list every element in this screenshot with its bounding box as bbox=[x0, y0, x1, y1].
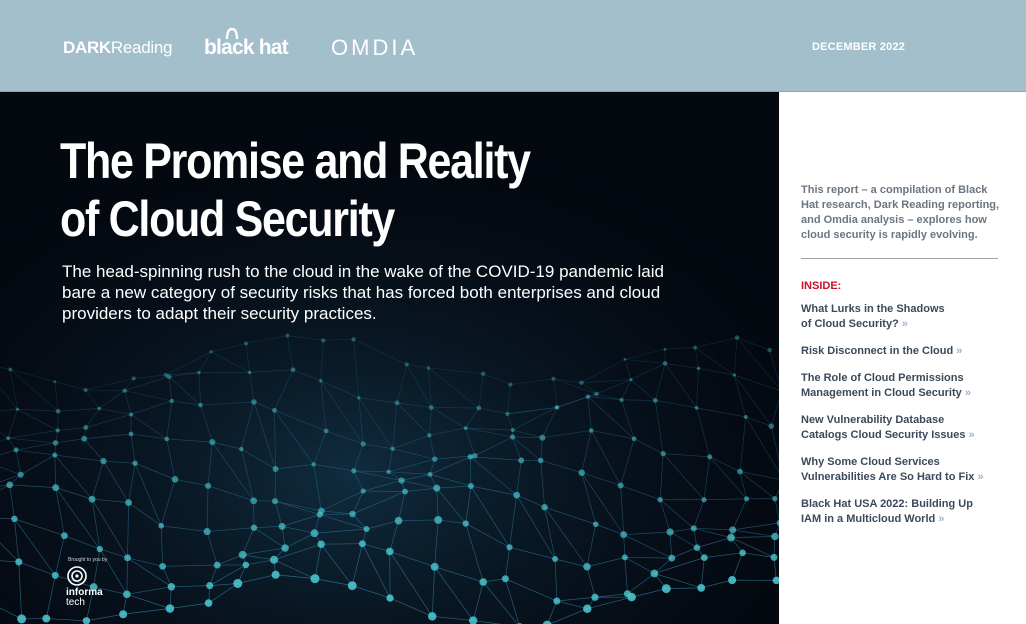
mesh-node bbox=[538, 458, 544, 464]
mesh-node bbox=[586, 394, 591, 399]
mesh-node bbox=[52, 572, 59, 579]
contents-list bbox=[801, 302, 1011, 539]
mesh-node bbox=[6, 481, 13, 488]
contents-item-line2: of Cloud Security? bbox=[801, 318, 899, 330]
mesh-node bbox=[583, 605, 591, 613]
mesh-node bbox=[132, 461, 137, 466]
mesh-node bbox=[205, 483, 211, 489]
mesh-node bbox=[541, 504, 547, 510]
mesh-node bbox=[735, 335, 740, 340]
contents-item-line1: Risk Disconnect in the Cloud bbox=[801, 345, 954, 357]
mesh-node bbox=[42, 615, 50, 623]
chevron-right-icon: » bbox=[964, 387, 971, 399]
mesh-node bbox=[433, 485, 440, 492]
mesh-node bbox=[159, 563, 166, 570]
mesh-node bbox=[429, 405, 434, 410]
contents-item[interactable] bbox=[801, 344, 1011, 359]
mesh-node bbox=[359, 540, 366, 547]
mesh-node bbox=[205, 599, 213, 607]
mesh-node bbox=[511, 428, 515, 432]
mesh-node bbox=[123, 591, 131, 599]
informa-globe-icon bbox=[66, 565, 88, 587]
mesh-node bbox=[272, 408, 277, 413]
mesh-node bbox=[589, 428, 594, 433]
mesh-node bbox=[664, 348, 667, 351]
mesh-node bbox=[279, 523, 286, 530]
mesh-node bbox=[767, 348, 772, 353]
mesh-node bbox=[666, 528, 673, 535]
mesh-node bbox=[286, 334, 290, 338]
mesh-node bbox=[272, 498, 278, 504]
mesh-node bbox=[56, 428, 60, 432]
contents-item[interactable] bbox=[801, 455, 1011, 485]
mesh-node bbox=[239, 447, 243, 451]
mesh-node bbox=[291, 367, 296, 372]
sidebar bbox=[779, 92, 1026, 624]
mesh-node bbox=[317, 511, 323, 517]
mesh-node bbox=[427, 433, 431, 437]
mesh-node bbox=[361, 488, 366, 493]
mesh-node bbox=[428, 612, 437, 621]
mesh-node bbox=[661, 451, 666, 456]
mesh-node bbox=[594, 392, 599, 397]
mesh-node bbox=[693, 346, 697, 350]
contents-item-line2: IAM in a Multicloud World bbox=[801, 513, 936, 525]
mesh-node bbox=[632, 436, 637, 441]
mesh-node bbox=[61, 532, 68, 539]
mesh-node bbox=[701, 554, 708, 561]
mesh-node bbox=[395, 517, 403, 525]
mesh-node bbox=[502, 575, 509, 582]
mesh-node bbox=[14, 447, 19, 452]
mesh-node bbox=[434, 516, 442, 524]
mesh-node bbox=[52, 453, 57, 458]
mesh-node bbox=[15, 558, 22, 565]
mesh-node bbox=[125, 499, 132, 506]
mesh-node bbox=[402, 489, 408, 495]
mesh-node bbox=[620, 531, 627, 538]
mesh-node bbox=[170, 399, 174, 403]
mesh-node bbox=[739, 550, 746, 557]
mesh-node bbox=[239, 551, 247, 559]
mesh-node bbox=[431, 563, 439, 571]
mesh-node bbox=[52, 484, 59, 491]
mesh-node bbox=[348, 581, 357, 590]
mesh-node bbox=[695, 406, 699, 410]
mesh-node bbox=[395, 400, 400, 405]
mesh-node bbox=[505, 412, 509, 416]
mesh-node bbox=[508, 383, 512, 387]
mesh-node bbox=[733, 373, 736, 376]
mesh-node bbox=[53, 380, 56, 383]
mesh-node bbox=[744, 496, 749, 501]
report-title: The Promise and Reality of Cloud Security bbox=[60, 133, 530, 247]
mesh-node bbox=[481, 372, 485, 376]
mesh-node bbox=[17, 614, 26, 623]
mesh-node bbox=[172, 476, 179, 483]
mesh-node bbox=[158, 523, 164, 529]
mesh-node bbox=[321, 338, 325, 342]
omdia-logo[interactable]: OMDIA bbox=[331, 35, 419, 60]
divider bbox=[801, 258, 998, 259]
mesh-node bbox=[386, 594, 393, 601]
mesh-node bbox=[691, 525, 697, 531]
chevron-right-icon: » bbox=[938, 513, 945, 525]
contents-item-line1: New Vulnerability Database bbox=[801, 414, 945, 426]
mesh-node bbox=[251, 399, 257, 405]
chevron-right-icon: » bbox=[977, 471, 984, 483]
mesh-node bbox=[468, 483, 474, 489]
mesh-node bbox=[122, 388, 126, 392]
mesh-node bbox=[583, 563, 591, 571]
contents-item[interactable] bbox=[801, 497, 1011, 527]
mesh-node bbox=[427, 366, 430, 369]
mesh-node bbox=[579, 380, 584, 385]
mesh-node bbox=[364, 526, 370, 532]
contents-item-line2: Vulnerabilities Are So Hard to Fix bbox=[801, 471, 975, 483]
mesh-node bbox=[132, 376, 136, 380]
mesh-node bbox=[83, 425, 88, 430]
mesh-node bbox=[593, 521, 599, 527]
contents-item[interactable] bbox=[801, 371, 1011, 401]
mesh-node bbox=[694, 544, 701, 551]
contents-item[interactable] bbox=[801, 302, 1011, 332]
mesh-node bbox=[619, 398, 623, 402]
mesh-node bbox=[629, 378, 632, 381]
mesh-node bbox=[124, 554, 131, 561]
mesh-node bbox=[251, 524, 257, 530]
issue-date: DECEMBER 2022 bbox=[812, 41, 906, 53]
mesh-node bbox=[539, 435, 545, 441]
mesh-node bbox=[168, 583, 176, 591]
brought-by-label: Brought to you by bbox=[68, 557, 108, 563]
mesh-node bbox=[310, 574, 319, 583]
mesh-node bbox=[56, 409, 61, 414]
mesh-node bbox=[476, 406, 481, 411]
mesh-node bbox=[578, 469, 585, 476]
mesh-node bbox=[432, 456, 437, 461]
mesh-node bbox=[119, 610, 127, 618]
mesh-node bbox=[668, 555, 675, 562]
mesh-node bbox=[100, 458, 106, 464]
mesh-node bbox=[518, 457, 524, 463]
mesh-node bbox=[244, 341, 248, 345]
mesh-node bbox=[97, 407, 101, 411]
mesh-node bbox=[555, 405, 559, 409]
mesh-node bbox=[405, 362, 409, 366]
mesh-node bbox=[551, 377, 555, 381]
mesh-node bbox=[357, 396, 360, 399]
mesh-node bbox=[351, 337, 355, 341]
mesh-node bbox=[270, 556, 278, 564]
mesh-node bbox=[552, 556, 558, 562]
mesh-node bbox=[728, 576, 736, 584]
mesh-node bbox=[89, 496, 96, 503]
mesh-node bbox=[479, 578, 487, 586]
mesh-node bbox=[16, 408, 19, 411]
inside-heading: INSIDE: bbox=[801, 280, 842, 292]
mesh-node bbox=[250, 497, 257, 504]
mesh-node bbox=[214, 562, 221, 569]
mesh-node bbox=[622, 554, 628, 560]
mesh-node bbox=[697, 584, 705, 592]
contents-item-line1: The Role of Cloud Permissions bbox=[801, 372, 964, 384]
mesh-node bbox=[707, 454, 712, 459]
mesh-node bbox=[510, 434, 515, 439]
contents-item-line1: What Lurks in the Shadows bbox=[801, 303, 945, 315]
mesh-node bbox=[11, 516, 17, 522]
mesh-node bbox=[198, 403, 203, 408]
mesh-node bbox=[319, 379, 322, 382]
mesh-node bbox=[768, 423, 774, 429]
mesh-node bbox=[737, 469, 743, 475]
mesh-node bbox=[468, 454, 474, 460]
mesh-node bbox=[351, 468, 356, 473]
mesh-node bbox=[771, 533, 778, 540]
mesh-node bbox=[513, 492, 520, 499]
mesh-node bbox=[243, 562, 250, 569]
mesh-node bbox=[627, 593, 636, 602]
mesh-node bbox=[701, 497, 706, 502]
mesh-node bbox=[428, 472, 433, 477]
report-subtitle: The head-spinning rush to the cloud in the wake of the COVID-19 pandemic laid bare a new category of security risks that has forced both enterprises and cloud providers to adapt their security practices. bbox=[62, 262, 664, 323]
mesh-node bbox=[618, 482, 624, 488]
contents-item-line2: Catalogs Cloud Security Issues bbox=[801, 429, 966, 441]
mesh-node bbox=[398, 477, 404, 483]
mesh-node bbox=[97, 546, 103, 552]
mesh-node bbox=[18, 472, 24, 478]
mesh-node bbox=[129, 432, 134, 437]
chevron-right-icon: » bbox=[901, 318, 908, 330]
chevron-right-icon: » bbox=[968, 429, 975, 441]
mesh-node bbox=[651, 570, 659, 578]
mesh-node bbox=[311, 529, 319, 537]
mesh-node bbox=[311, 462, 315, 466]
mesh-node bbox=[248, 371, 252, 375]
mesh-node bbox=[663, 361, 668, 366]
mesh-node bbox=[209, 350, 212, 353]
mesh-node bbox=[361, 441, 366, 446]
mesh-node bbox=[53, 440, 59, 446]
black-hat-logo[interactable]: black hat bbox=[204, 36, 288, 59]
mesh-node bbox=[81, 436, 87, 442]
informa-tech-logo[interactable]: informa tech bbox=[66, 587, 103, 608]
mesh-node bbox=[197, 371, 200, 374]
mesh-node bbox=[209, 439, 215, 445]
contents-item-line2: Management in Cloud Security bbox=[801, 387, 962, 399]
report-intro: This report – a compilation of Black Hat research, Dark Reading reporting, and Omdia analysis – explores how cloud security is rapidly evolving. bbox=[801, 184, 1000, 241]
mesh-node bbox=[657, 497, 662, 502]
mesh-node bbox=[772, 496, 777, 501]
contents-item-line1: Why Some Cloud Services bbox=[801, 456, 940, 468]
mesh-node bbox=[386, 548, 394, 556]
mesh-node bbox=[349, 511, 356, 518]
mesh-node bbox=[164, 437, 169, 442]
mesh-node bbox=[386, 470, 391, 475]
mesh-node bbox=[273, 466, 279, 472]
mesh-node bbox=[272, 571, 280, 579]
chevron-right-icon: » bbox=[956, 345, 963, 357]
mesh-node bbox=[206, 582, 213, 589]
mesh-node bbox=[662, 584, 671, 593]
mesh-node bbox=[204, 528, 211, 535]
mesh-node bbox=[624, 358, 627, 361]
mesh-node bbox=[233, 579, 242, 588]
mesh-node bbox=[729, 526, 736, 533]
mesh-node bbox=[591, 594, 598, 601]
mesh-node bbox=[744, 415, 748, 419]
mesh-node bbox=[463, 520, 469, 526]
header-banner bbox=[0, 0, 1026, 92]
mesh-node bbox=[506, 544, 512, 550]
mesh-node bbox=[697, 367, 700, 370]
mesh-node bbox=[6, 436, 10, 440]
mesh-node bbox=[464, 426, 468, 430]
contents-item[interactable] bbox=[801, 413, 1011, 443]
contents-item-line1: Black Hat USA 2022: Building Up bbox=[801, 498, 973, 510]
mesh-node bbox=[317, 540, 325, 548]
mesh-node bbox=[8, 367, 12, 371]
mesh-node bbox=[771, 554, 778, 561]
mesh-node bbox=[167, 374, 172, 379]
mesh-node bbox=[166, 604, 175, 613]
mesh-node bbox=[727, 534, 735, 542]
mesh-node bbox=[281, 544, 288, 551]
mesh-node bbox=[129, 413, 133, 417]
mesh-node bbox=[324, 429, 329, 434]
mesh-node bbox=[553, 598, 560, 605]
mesh-node bbox=[653, 398, 658, 403]
dark-reading-logo[interactable]: DARKReading bbox=[63, 38, 173, 57]
mesh-node bbox=[390, 447, 394, 451]
mesh-node bbox=[83, 388, 87, 392]
hero-panel bbox=[0, 92, 779, 624]
